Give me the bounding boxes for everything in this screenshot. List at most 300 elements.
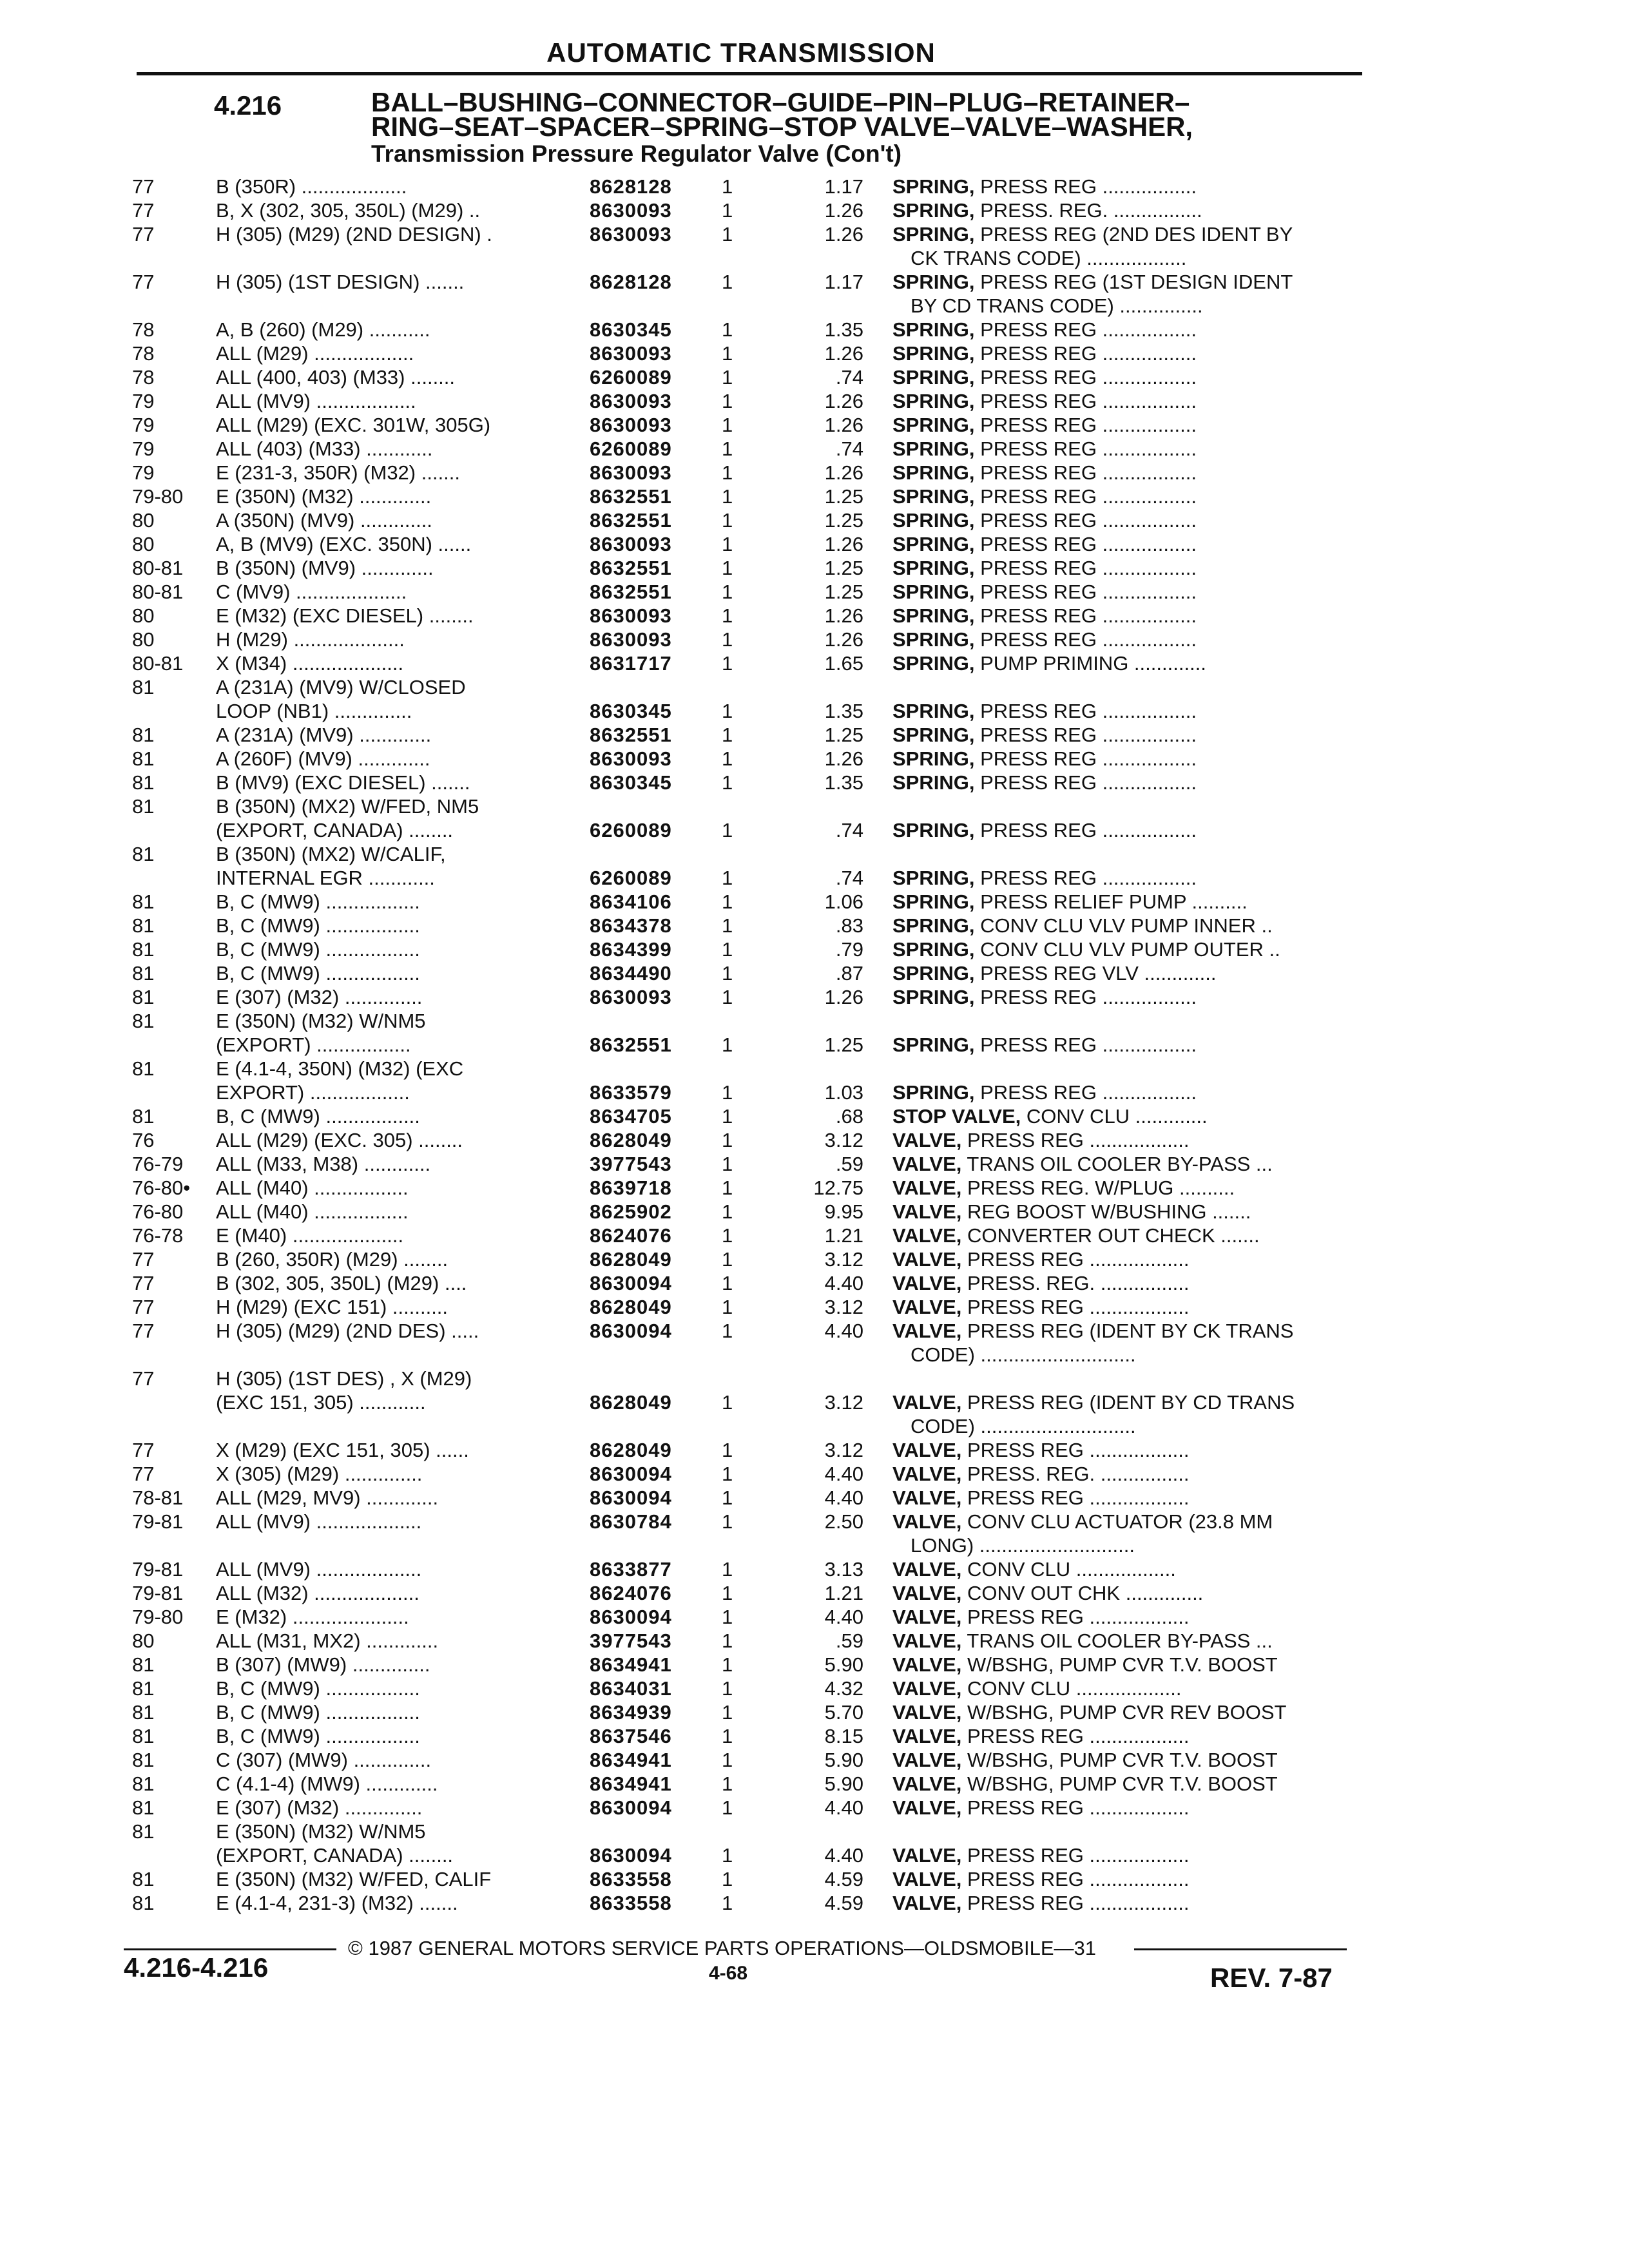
row-item-name: SPRING, — [892, 175, 975, 198]
row-part-number: 8630093 — [590, 390, 672, 412]
row-price: .74 — [835, 819, 863, 841]
table-row — [0, 1343, 1629, 1367]
row-description — [892, 1892, 1363, 1915]
row-item-detail: PRESS REG .................. — [961, 1892, 1190, 1914]
row-application: A, B (MV9) (EXC. 350N) ...... — [216, 533, 472, 555]
row-item-name: VALVE, — [892, 1153, 962, 1175]
row-quantity: 1 — [722, 914, 733, 937]
row-item-name: VALVE, — [892, 1129, 962, 1151]
row-quantity: 1 — [722, 1463, 733, 1485]
row-item-detail: PRESS REG (1ST DESIGN IDENT — [974, 271, 1293, 293]
row-application: E (350N) (M32) W/NM5 — [216, 1010, 426, 1032]
row-application: B, C (MW9) ................. — [216, 1701, 420, 1724]
row-part-number: 8625902 — [590, 1200, 672, 1223]
row-description — [892, 986, 1363, 1009]
row-year: 81 — [132, 771, 155, 794]
table-row — [0, 175, 1629, 199]
row-price: 5.90 — [824, 1773, 863, 1795]
row-application: E (231-3, 350R) (M32) ....... — [216, 461, 461, 484]
row-price: 9.95 — [824, 1200, 863, 1223]
row-part-number: 8633579 — [590, 1081, 672, 1104]
row-description — [892, 414, 1363, 437]
row-item-name: SPRING, — [892, 914, 975, 937]
row-item-name: SPRING, — [892, 342, 975, 365]
row-description — [892, 437, 1363, 461]
row-item-detail: PRESS REG ................. — [974, 1081, 1197, 1104]
row-application: E (4.1-4, 231-3) (M32) ....... — [216, 1892, 458, 1914]
table-row — [0, 366, 1629, 390]
row-application: C (307) (MW9) .............. — [216, 1749, 432, 1771]
row-price: 1.06 — [824, 890, 863, 913]
row-application: B (MV9) (EXC DIESEL) ....... — [216, 771, 470, 794]
row-application: B, C (MW9) ................. — [216, 962, 420, 985]
footer-rule-right — [1134, 1948, 1347, 1950]
row-item-name: SPRING, — [892, 962, 975, 985]
table-row — [0, 1296, 1629, 1320]
row-item-name: VALVE, — [892, 1868, 962, 1890]
row-item-name: SPRING, — [892, 390, 975, 412]
table-row — [0, 1534, 1629, 1558]
row-application: A (231A) (MV9) ............. — [216, 724, 432, 746]
row-description — [892, 628, 1363, 651]
row-description — [892, 366, 1363, 389]
row-description — [892, 1224, 1363, 1247]
table-row — [0, 1153, 1629, 1177]
row-quantity: 1 — [722, 1844, 733, 1867]
row-year: 81 — [132, 914, 155, 937]
row-item-name: SPRING, — [892, 581, 975, 603]
row-description — [892, 461, 1363, 485]
row-item-detail: CODE) ............................ — [911, 1343, 1136, 1366]
row-price: .68 — [835, 1105, 863, 1128]
row-application: EXPORT) .................. — [216, 1081, 410, 1104]
row-price: 3.13 — [824, 1558, 863, 1581]
row-description — [892, 1606, 1363, 1629]
row-description — [892, 1486, 1363, 1510]
row-part-number: 8628128 — [590, 175, 672, 198]
row-part-number: 8632551 — [590, 509, 672, 532]
row-part-number: 8630093 — [590, 986, 672, 1008]
row-description — [892, 1320, 1363, 1343]
row-item-name: SPRING, — [892, 604, 975, 627]
row-description — [892, 1677, 1363, 1700]
row-quantity: 1 — [722, 938, 733, 961]
row-year: 79-81 — [132, 1558, 184, 1581]
row-application: B (302, 305, 350L) (M29) .... — [216, 1272, 467, 1294]
row-description — [892, 914, 1363, 937]
row-item-detail: PRESS REG. W/PLUG .......... — [961, 1177, 1235, 1199]
row-description — [892, 1415, 1381, 1438]
row-year: 81 — [132, 962, 155, 985]
row-application: ALL (400, 403) (M33) ........ — [216, 366, 456, 389]
row-item-detail: CONV CLU ................... — [961, 1677, 1182, 1700]
row-item-name: SPRING, — [892, 1081, 975, 1104]
row-quantity: 1 — [722, 1677, 733, 1700]
row-year: 77 — [132, 1439, 155, 1461]
row-part-number: 8634106 — [590, 890, 672, 913]
row-year: 80 — [132, 1629, 155, 1652]
row-price: 4.40 — [824, 1796, 863, 1819]
row-quantity: 1 — [722, 271, 733, 293]
table-row — [0, 223, 1629, 247]
table-row — [0, 1248, 1629, 1272]
row-part-number: 8628049 — [590, 1391, 672, 1414]
table-row — [0, 1629, 1629, 1653]
row-quantity: 1 — [722, 1653, 733, 1676]
row-item-name: VALVE, — [892, 1725, 962, 1747]
row-item-name: VALVE, — [892, 1391, 962, 1414]
row-price: .59 — [835, 1629, 863, 1652]
table-row — [0, 1701, 1629, 1725]
row-item-name: SPRING, — [892, 437, 975, 460]
row-item-name: VALVE, — [892, 1749, 962, 1771]
row-item-name: SPRING, — [892, 819, 975, 841]
row-item-detail: PRESS REG ................. — [974, 485, 1197, 508]
row-quantity: 1 — [722, 724, 733, 746]
row-application: B (350N) (MX2) W/FED, NM5 — [216, 795, 479, 818]
row-quantity: 1 — [722, 1725, 733, 1747]
table-row — [0, 700, 1629, 724]
table-row — [0, 533, 1629, 557]
table-row — [0, 1129, 1629, 1153]
row-description — [892, 509, 1363, 532]
table-row — [0, 724, 1629, 747]
row-part-number: 8634705 — [590, 1105, 672, 1128]
row-item-detail: PRESS REG ................. — [974, 867, 1197, 889]
row-item-name: VALVE, — [892, 1248, 962, 1271]
row-part-number: 6260089 — [590, 366, 672, 389]
row-price: 4.40 — [824, 1272, 863, 1294]
table-row — [0, 914, 1629, 938]
row-description — [892, 223, 1363, 246]
row-application: ALL (MV9) .................. — [216, 390, 416, 412]
row-part-number: 8631717 — [590, 652, 672, 675]
table-row — [0, 485, 1629, 509]
table-row — [0, 1033, 1629, 1057]
row-quantity: 1 — [722, 1248, 733, 1271]
row-price: 1.35 — [824, 700, 863, 722]
row-part-number: 8630784 — [590, 1510, 672, 1533]
row-year: 79 — [132, 437, 155, 460]
section-subtitle: Transmission Pressure Regulator Valve (Con't) — [371, 140, 902, 167]
row-price: 1.25 — [824, 509, 863, 532]
row-item-name: SPRING, — [892, 223, 975, 245]
row-year: 78-81 — [132, 1486, 184, 1509]
row-year: 79 — [132, 390, 155, 412]
row-description — [892, 724, 1363, 747]
row-part-number: 8634939 — [590, 1701, 672, 1724]
row-description — [892, 1629, 1363, 1653]
row-price: 4.40 — [824, 1844, 863, 1867]
row-part-number: 8634378 — [590, 914, 672, 937]
table-row — [0, 414, 1629, 437]
row-item-detail: PRESS REG .................. — [961, 1844, 1190, 1867]
row-application: H (305) (M29) (2ND DESIGN) . — [216, 223, 492, 245]
row-item-detail: PRESS REG ................. — [974, 414, 1197, 436]
row-price: 1.26 — [824, 461, 863, 484]
row-application: A (260F) (MV9) ............. — [216, 747, 430, 770]
row-quantity: 1 — [722, 962, 733, 985]
row-year: 81 — [132, 1677, 155, 1700]
row-description — [892, 1463, 1363, 1486]
row-price: 5.90 — [824, 1749, 863, 1771]
table-row — [0, 1463, 1629, 1486]
row-item-name: VALVE, — [892, 1272, 962, 1294]
row-year: 81 — [132, 986, 155, 1008]
row-year: 80 — [132, 533, 155, 555]
row-price: 1.26 — [824, 390, 863, 412]
row-quantity: 1 — [722, 890, 733, 913]
row-price: 4.40 — [824, 1463, 863, 1485]
row-item-name: VALVE, — [892, 1439, 962, 1461]
row-description — [892, 1653, 1363, 1677]
row-price: 1.25 — [824, 1033, 863, 1056]
row-quantity: 1 — [722, 867, 733, 889]
row-part-number: 8630093 — [590, 199, 672, 222]
row-item-name: VALVE, — [892, 1177, 962, 1199]
table-row — [0, 1105, 1629, 1129]
header-rule — [137, 72, 1362, 75]
row-quantity: 1 — [722, 509, 733, 532]
row-quantity: 1 — [722, 199, 733, 222]
row-application: ALL (M31, MX2) ............. — [216, 1629, 439, 1652]
row-year: 77 — [132, 223, 155, 245]
row-description — [892, 1200, 1363, 1224]
row-item-name: VALVE, — [892, 1582, 962, 1604]
table-row — [0, 628, 1629, 652]
row-year: 81 — [132, 938, 155, 961]
row-description — [892, 962, 1363, 985]
row-quantity: 1 — [722, 1868, 733, 1890]
row-item-detail: PRESS REG VLV ............. — [974, 962, 1217, 985]
page-header-title: AUTOMATIC TRANSMISSION — [546, 37, 936, 68]
row-quantity: 1 — [722, 1177, 733, 1199]
row-price: 1.03 — [824, 1081, 863, 1104]
row-item-detail: CK TRANS CODE) .................. — [911, 247, 1187, 269]
row-application: E (M40) .................... — [216, 1224, 404, 1247]
row-description — [892, 1558, 1363, 1581]
row-description — [892, 1081, 1363, 1104]
row-application: ALL (M40) ................. — [216, 1177, 409, 1199]
footer-rule-left — [124, 1948, 336, 1950]
row-description — [892, 1105, 1363, 1128]
row-description — [892, 485, 1363, 508]
row-item-detail: PRESS REG .................. — [961, 1725, 1190, 1747]
row-item-detail: CONV CLU .................. — [961, 1558, 1176, 1581]
row-year: 80 — [132, 509, 155, 532]
row-year: 81 — [132, 1796, 155, 1819]
row-item-name: SPRING, — [892, 509, 975, 532]
row-application: ALL (M29) .................. — [216, 342, 414, 365]
row-item-detail: PRESS REG ................. — [974, 700, 1197, 722]
row-application: ALL (MV9) ................... — [216, 1558, 422, 1581]
row-item-detail: CODE) ............................ — [911, 1415, 1136, 1437]
row-quantity: 1 — [722, 628, 733, 651]
row-item-name: SPRING, — [892, 938, 975, 961]
row-application: X (305) (M29) .............. — [216, 1463, 423, 1485]
row-application: B, C (MW9) ................. — [216, 1105, 420, 1128]
row-application: ALL (M29) (EXC. 305) ........ — [216, 1129, 463, 1151]
row-part-number: 3977543 — [590, 1629, 672, 1652]
row-description — [892, 1129, 1363, 1152]
row-item-name: STOP VALVE, — [892, 1105, 1021, 1128]
row-item-detail: PRESS REG ................. — [974, 986, 1197, 1008]
table-row — [0, 1367, 1629, 1391]
table-row — [0, 1272, 1629, 1296]
row-part-number: 8628128 — [590, 271, 672, 293]
row-item-detail: PRESS REG .................. — [961, 1606, 1190, 1628]
row-item-name: SPRING, — [892, 199, 975, 222]
row-description — [892, 1796, 1363, 1820]
row-item-name: VALVE, — [892, 1558, 962, 1581]
row-item-detail: LONG) ............................ — [911, 1534, 1135, 1557]
row-application: INTERNAL EGR ............ — [216, 867, 435, 889]
row-year: 78 — [132, 342, 155, 365]
table-row — [0, 318, 1629, 342]
row-description — [892, 1534, 1381, 1557]
row-part-number: 8630093 — [590, 414, 672, 436]
row-part-number: 8632551 — [590, 557, 672, 579]
row-item-detail: PRESS REG ................. — [974, 437, 1197, 460]
row-part-number: 8632551 — [590, 485, 672, 508]
row-item-detail: CONV CLU ............. — [1021, 1105, 1208, 1128]
row-quantity: 1 — [722, 1582, 733, 1604]
row-part-number: 8630094 — [590, 1606, 672, 1628]
row-item-name: SPRING, — [892, 771, 975, 794]
row-item-detail: PRESS REG ................. — [974, 366, 1197, 389]
table-row — [0, 1582, 1629, 1606]
footer-section-ref: 4.216-4.216 — [124, 1952, 269, 1983]
row-year: 81 — [132, 1749, 155, 1771]
row-quantity: 1 — [722, 1153, 733, 1175]
row-quantity: 1 — [722, 175, 733, 198]
table-row — [0, 1320, 1629, 1343]
row-description — [892, 771, 1363, 794]
row-quantity: 1 — [722, 1486, 733, 1509]
row-application: B, C (MW9) ................. — [216, 914, 420, 937]
row-application: E (307) (M32) .............. — [216, 1796, 423, 1819]
row-year: 77 — [132, 175, 155, 198]
row-item-name: VALVE, — [892, 1701, 962, 1724]
row-quantity: 1 — [722, 461, 733, 484]
table-row — [0, 1773, 1629, 1796]
row-quantity: 1 — [722, 1129, 733, 1151]
row-part-number: 6260089 — [590, 437, 672, 460]
row-application: ALL (M29, MV9) ............. — [216, 1486, 439, 1509]
row-year: 79-80 — [132, 1606, 184, 1628]
row-quantity: 1 — [722, 1510, 733, 1533]
row-quantity: 1 — [722, 1892, 733, 1914]
row-part-number: 8624076 — [590, 1582, 672, 1604]
row-part-number: 8630093 — [590, 747, 672, 770]
row-item-detail: PRESS REG ................. — [974, 557, 1197, 579]
row-item-detail: PRESS REG ................. — [974, 318, 1197, 341]
row-item-detail: PRESS REG (IDENT BY CK TRANS — [961, 1320, 1294, 1342]
row-year: 79-81 — [132, 1510, 184, 1533]
table-row — [0, 1820, 1629, 1844]
row-price: 1.65 — [824, 652, 863, 675]
row-year: 81 — [132, 1701, 155, 1724]
row-price: 3.12 — [824, 1129, 863, 1151]
row-quantity: 1 — [722, 1773, 733, 1795]
row-quantity: 1 — [722, 1558, 733, 1581]
row-price: 2.50 — [824, 1510, 863, 1533]
row-description — [892, 557, 1363, 580]
row-item-detail: PRESS REG ................. — [974, 771, 1197, 794]
row-part-number: 8630093 — [590, 628, 672, 651]
row-quantity: 1 — [722, 986, 733, 1008]
row-item-name: SPRING, — [892, 461, 975, 484]
row-application: B, C (MW9) ................. — [216, 1677, 420, 1700]
row-year: 81 — [132, 1010, 155, 1032]
table-row — [0, 1010, 1629, 1033]
section-number: 4.216 — [214, 90, 282, 120]
row-application: B, C (MW9) ................. — [216, 938, 420, 961]
row-item-name: SPRING, — [892, 271, 975, 293]
row-item-name: SPRING, — [892, 485, 975, 508]
row-item-detail: PRESS REG (IDENT BY CD TRANS — [961, 1391, 1295, 1414]
row-item-detail: PRESS REG ................. — [974, 390, 1197, 412]
row-description — [892, 247, 1381, 270]
row-part-number: 8637546 — [590, 1725, 672, 1747]
row-part-number: 8634399 — [590, 938, 672, 961]
row-description — [892, 1391, 1363, 1414]
row-item-detail: W/BSHG, PUMP CVR T.V. BOOST — [961, 1773, 1278, 1795]
row-price: 1.26 — [824, 747, 863, 770]
row-item-detail: PRESS REG ................. — [974, 747, 1197, 770]
row-item-name: VALVE, — [892, 1296, 962, 1318]
table-row — [0, 509, 1629, 533]
row-price: .79 — [835, 938, 863, 961]
row-price: 12.75 — [813, 1177, 863, 1199]
table-row — [0, 390, 1629, 414]
row-quantity: 1 — [722, 1629, 733, 1652]
table-row — [0, 1868, 1629, 1892]
row-year: 78 — [132, 366, 155, 389]
table-row — [0, 1796, 1629, 1820]
row-application: X (M29) (EXC 151, 305) ...... — [216, 1439, 469, 1461]
table-row — [0, 962, 1629, 986]
row-quantity: 1 — [722, 1606, 733, 1628]
row-description — [892, 1153, 1363, 1176]
row-description — [892, 652, 1363, 675]
row-year: 81 — [132, 1773, 155, 1795]
row-item-name: VALVE, — [892, 1844, 962, 1867]
row-part-number: 6260089 — [590, 819, 672, 841]
row-item-name: VALVE, — [892, 1200, 962, 1223]
row-application: ALL (M33, M38) ............ — [216, 1153, 431, 1175]
row-year: 81 — [132, 724, 155, 746]
row-year: 81 — [132, 1105, 155, 1128]
row-year: 76-79 — [132, 1153, 184, 1175]
row-item-detail: PRESS REG .................. — [961, 1868, 1190, 1890]
row-application: H (305) (M29) (2ND DES) ..... — [216, 1320, 479, 1342]
row-item-name: VALVE, — [892, 1320, 962, 1342]
row-application: B, C (MW9) ................. — [216, 1725, 420, 1747]
table-row — [0, 604, 1629, 628]
row-application: (EXPORT) ................. — [216, 1033, 411, 1056]
row-price: 1.25 — [824, 557, 863, 579]
row-application: B (260, 350R) (M29) ........ — [216, 1248, 448, 1271]
row-part-number: 8630094 — [590, 1320, 672, 1342]
row-price: 1.17 — [824, 271, 863, 293]
row-quantity: 1 — [722, 557, 733, 579]
row-application: A, B (260) (M29) ........... — [216, 318, 430, 341]
row-application: B, C (MW9) ................. — [216, 890, 420, 913]
row-price: 1.21 — [824, 1224, 863, 1247]
row-year: 77 — [132, 1367, 155, 1390]
table-row — [0, 1177, 1629, 1200]
